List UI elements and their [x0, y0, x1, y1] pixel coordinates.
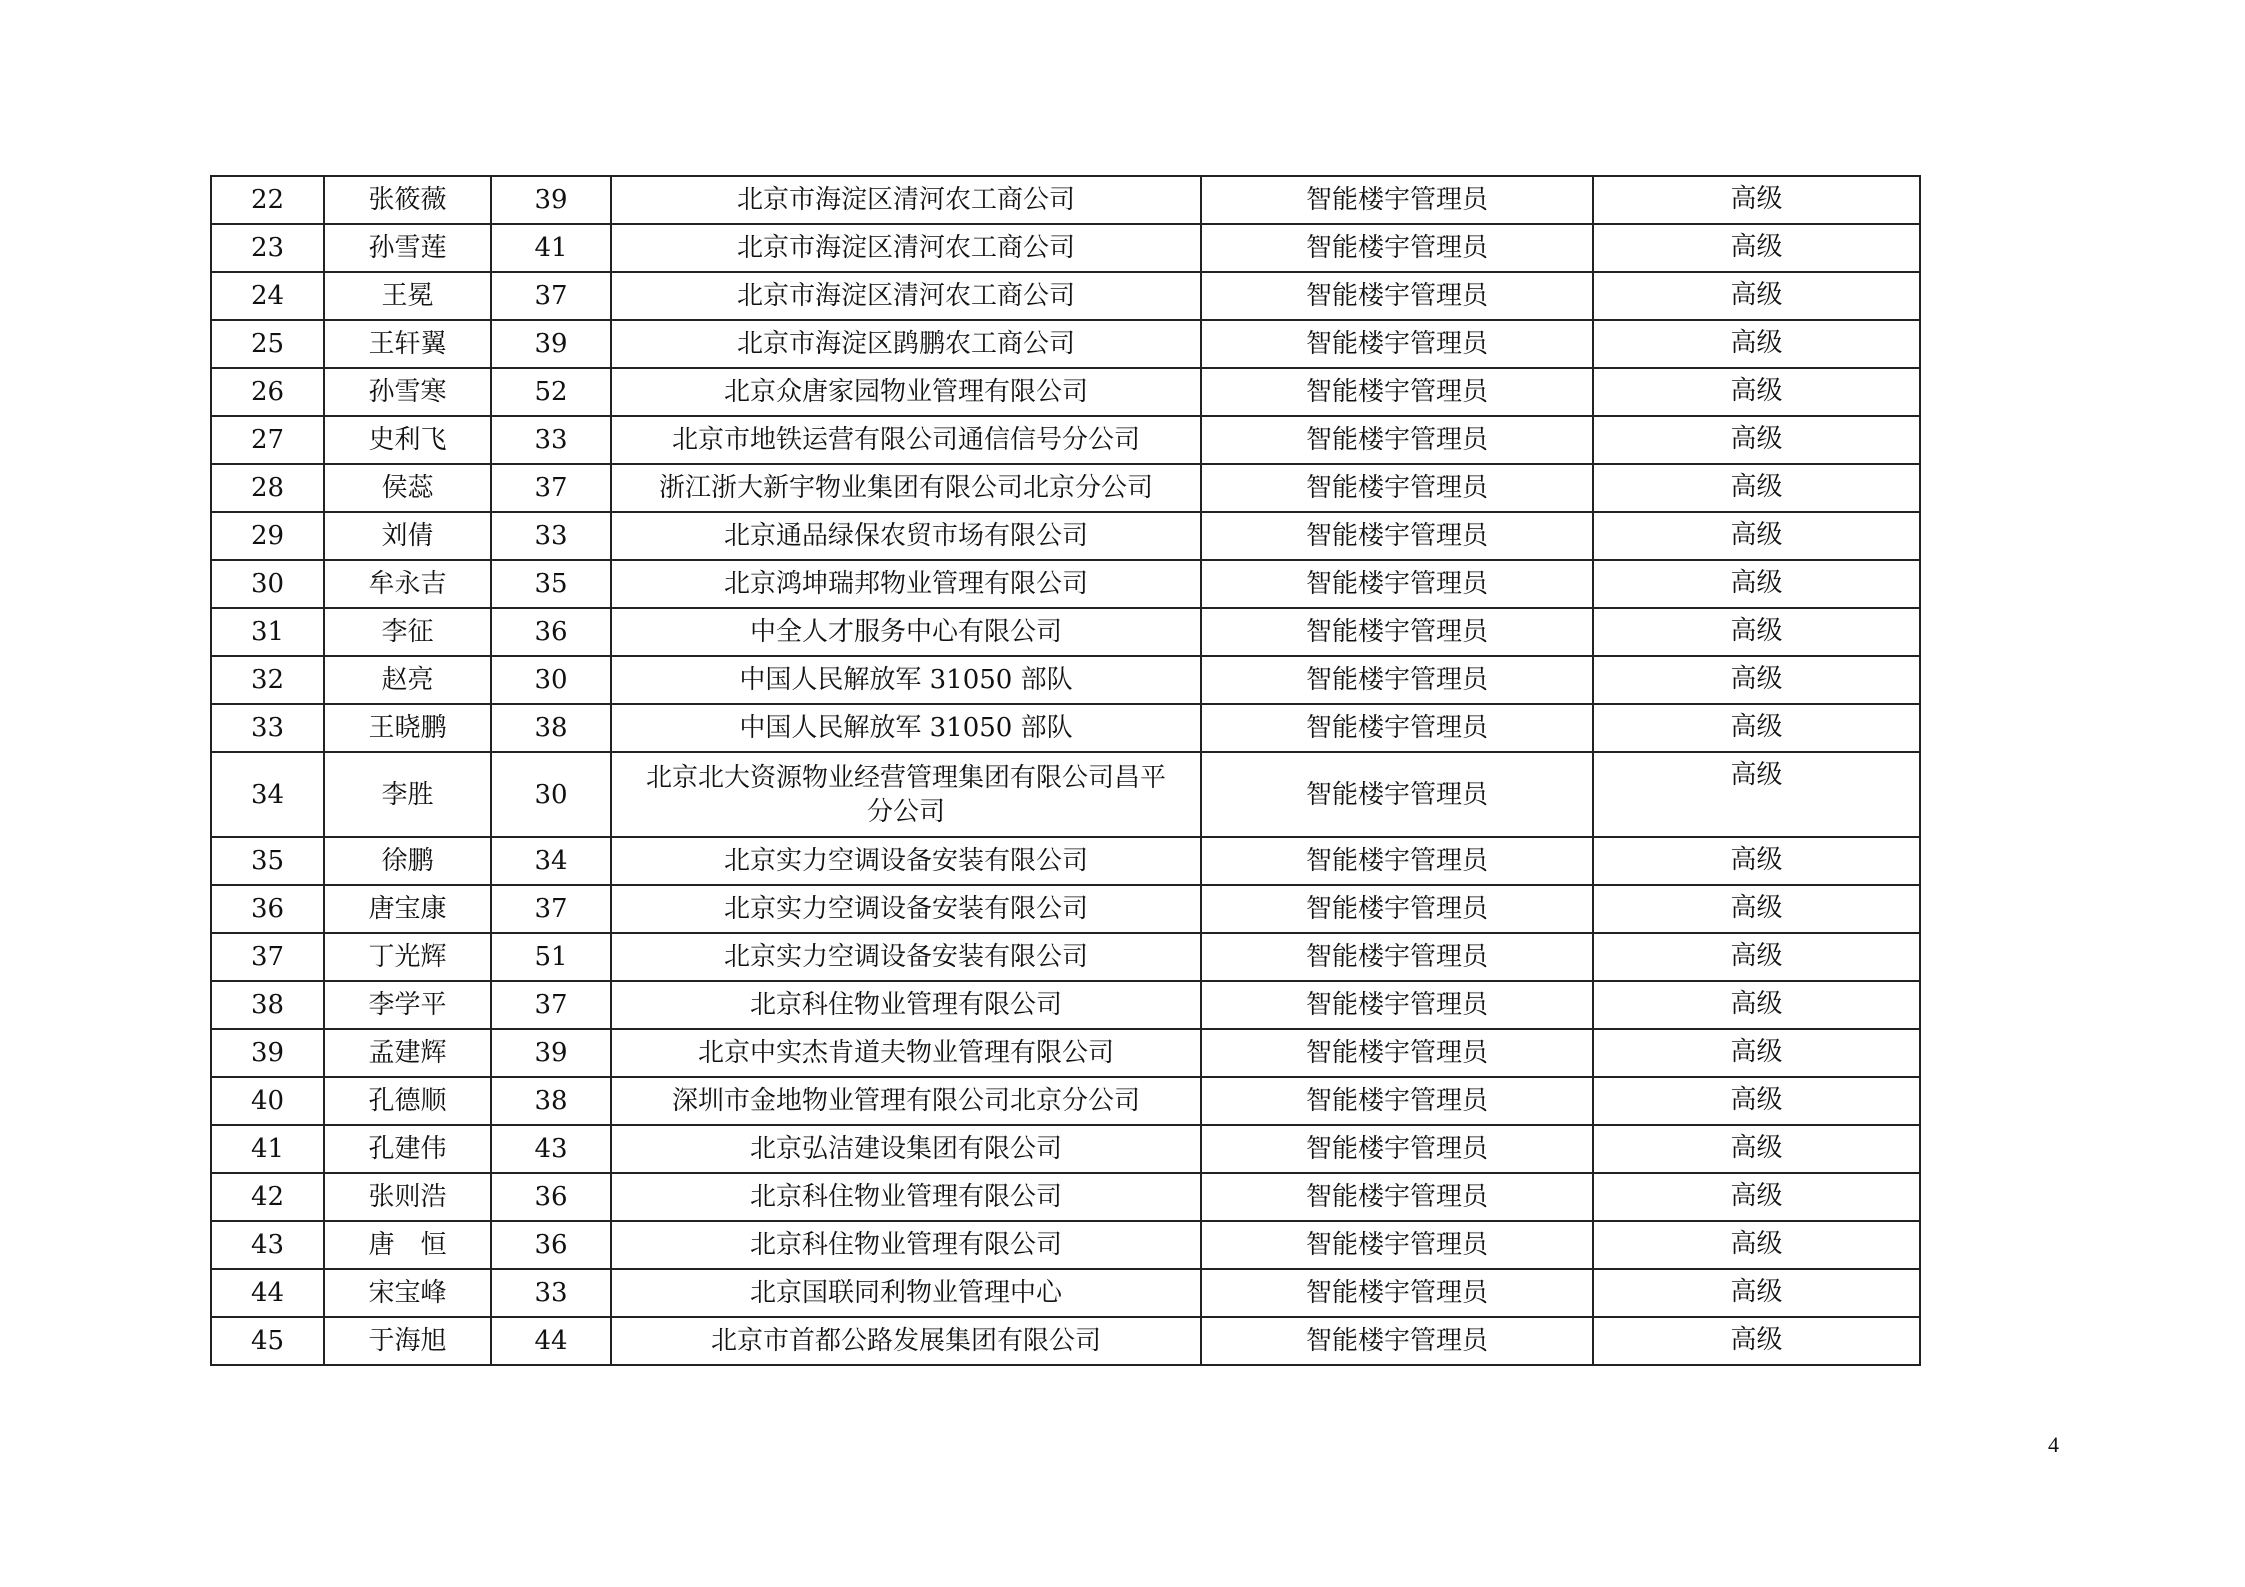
cell-age: 39 — [491, 176, 611, 224]
cell-name: 王冕 — [324, 272, 491, 320]
cell-age: 37 — [491, 464, 611, 512]
cell-level: 高级 — [1593, 1221, 1920, 1269]
cell-number: 34 — [211, 752, 324, 837]
table-row — [211, 1125, 1920, 1173]
cell-name: 赵亮 — [324, 656, 491, 704]
cell-company: 北京鸿坤瑞邦物业管理有限公司 — [611, 560, 1201, 608]
cell-name: 宋宝峰 — [324, 1269, 491, 1317]
cell-number: 28 — [211, 464, 324, 512]
cell-company: 北京市海淀区清河农工商公司 — [611, 224, 1201, 272]
cell-number: 32 — [211, 656, 324, 704]
table-row — [211, 1077, 1920, 1125]
cell-name: 张筱薇 — [324, 176, 491, 224]
cell-age: 35 — [491, 560, 611, 608]
cell-name: 丁光辉 — [324, 933, 491, 981]
cell-number: 22 — [211, 176, 324, 224]
cell-age: 41 — [491, 224, 611, 272]
cell-age: 37 — [491, 272, 611, 320]
cell-number: 27 — [211, 416, 324, 464]
cell-level: 高级 — [1593, 176, 1920, 224]
cell-company: 北京市海淀区清河农工商公司 — [611, 176, 1201, 224]
cell-name: 牟永吉 — [324, 560, 491, 608]
cell-age: 37 — [491, 981, 611, 1029]
cell-company: 中国人民解放军 31050 部队 — [611, 656, 1201, 704]
cell-occupation: 智能楼宇管理员 — [1201, 272, 1593, 320]
cell-level: 高级 — [1593, 752, 1920, 837]
table-row — [211, 704, 1920, 752]
cell-occupation: 智能楼宇管理员 — [1201, 1269, 1593, 1317]
cell-company: 北京众唐家园物业管理有限公司 — [611, 368, 1201, 416]
cell-number: 39 — [211, 1029, 324, 1077]
table-row — [211, 176, 1920, 224]
cell-level: 高级 — [1593, 512, 1920, 560]
cell-number: 40 — [211, 1077, 324, 1125]
table-row — [211, 272, 1920, 320]
table-row — [211, 1317, 1920, 1365]
cell-number: 31 — [211, 608, 324, 656]
cell-name: 于海旭 — [324, 1317, 491, 1365]
cell-occupation: 智能楼宇管理员 — [1201, 176, 1593, 224]
cell-number: 26 — [211, 368, 324, 416]
cell-age: 39 — [491, 1029, 611, 1077]
cell-company: 北京通品绿保农贸市场有限公司 — [611, 512, 1201, 560]
cell-occupation: 智能楼宇管理员 — [1201, 416, 1593, 464]
cell-company: 北京实力空调设备安装有限公司 — [611, 933, 1201, 981]
roster-table — [210, 175, 1921, 1366]
table-row — [211, 560, 1920, 608]
cell-level: 高级 — [1593, 1125, 1920, 1173]
cell-age: 33 — [491, 512, 611, 560]
cell-occupation: 智能楼宇管理员 — [1201, 837, 1593, 885]
cell-level: 高级 — [1593, 416, 1920, 464]
cell-level: 高级 — [1593, 933, 1920, 981]
table-row — [211, 416, 1920, 464]
cell-age: 36 — [491, 1221, 611, 1269]
cell-level: 高级 — [1593, 1077, 1920, 1125]
cell-name: 李征 — [324, 608, 491, 656]
cell-level: 高级 — [1593, 608, 1920, 656]
cell-occupation: 智能楼宇管理员 — [1201, 320, 1593, 368]
cell-company: 北京弘洁建设集团有限公司 — [611, 1125, 1201, 1173]
cell-company: 北京北大资源物业经营管理集团有限公司昌平分公司 — [611, 752, 1201, 837]
cell-occupation: 智能楼宇管理员 — [1201, 368, 1593, 416]
cell-name: 史利飞 — [324, 416, 491, 464]
cell-level: 高级 — [1593, 1173, 1920, 1221]
cell-company: 深圳市金地物业管理有限公司北京分公司 — [611, 1077, 1201, 1125]
cell-level: 高级 — [1593, 1029, 1920, 1077]
cell-name: 孙雪莲 — [324, 224, 491, 272]
cell-occupation: 智能楼宇管理员 — [1201, 560, 1593, 608]
cell-occupation: 智能楼宇管理员 — [1201, 885, 1593, 933]
cell-name: 张则浩 — [324, 1173, 491, 1221]
cell-level: 高级 — [1593, 704, 1920, 752]
cell-name: 刘倩 — [324, 512, 491, 560]
cell-occupation: 智能楼宇管理员 — [1201, 608, 1593, 656]
cell-occupation: 智能楼宇管理员 — [1201, 1173, 1593, 1221]
cell-number: 37 — [211, 933, 324, 981]
cell-number: 45 — [211, 1317, 324, 1365]
cell-age: 52 — [491, 368, 611, 416]
table-row — [211, 1269, 1920, 1317]
table-row — [211, 656, 1920, 704]
cell-occupation: 智能楼宇管理员 — [1201, 1029, 1593, 1077]
cell-company: 北京实力空调设备安装有限公司 — [611, 885, 1201, 933]
cell-name: 王轩翼 — [324, 320, 491, 368]
cell-level: 高级 — [1593, 656, 1920, 704]
cell-name: 李胜 — [324, 752, 491, 837]
table-row — [211, 368, 1920, 416]
cell-name: 孙雪寒 — [324, 368, 491, 416]
cell-occupation: 智能楼宇管理员 — [1201, 981, 1593, 1029]
cell-level: 高级 — [1593, 224, 1920, 272]
table-row — [211, 885, 1920, 933]
cell-age: 30 — [491, 656, 611, 704]
cell-age: 38 — [491, 704, 611, 752]
cell-level: 高级 — [1593, 368, 1920, 416]
cell-name: 李学平 — [324, 981, 491, 1029]
cell-number: 29 — [211, 512, 324, 560]
cell-company: 北京实力空调设备安装有限公司 — [611, 837, 1201, 885]
cell-company: 中全人才服务中心有限公司 — [611, 608, 1201, 656]
cell-company: 北京中实杰肯道夫物业管理有限公司 — [611, 1029, 1201, 1077]
cell-occupation: 智能楼宇管理员 — [1201, 933, 1593, 981]
cell-name: 孔德顺 — [324, 1077, 491, 1125]
table-row — [211, 981, 1920, 1029]
cell-occupation: 智能楼宇管理员 — [1201, 1077, 1593, 1125]
cell-name: 孟建辉 — [324, 1029, 491, 1077]
cell-number: 25 — [211, 320, 324, 368]
cell-name: 孔建伟 — [324, 1125, 491, 1173]
cell-level: 高级 — [1593, 1269, 1920, 1317]
cell-age: 37 — [491, 885, 611, 933]
roster-body — [211, 176, 1920, 1365]
cell-age: 30 — [491, 752, 611, 837]
cell-level: 高级 — [1593, 885, 1920, 933]
cell-occupation: 智能楼宇管理员 — [1201, 512, 1593, 560]
cell-occupation: 智能楼宇管理员 — [1201, 656, 1593, 704]
cell-number: 41 — [211, 1125, 324, 1173]
cell-level: 高级 — [1593, 981, 1920, 1029]
table-row — [211, 608, 1920, 656]
cell-occupation: 智能楼宇管理员 — [1201, 752, 1593, 837]
cell-age: 36 — [491, 1173, 611, 1221]
cell-number: 23 — [211, 224, 324, 272]
cell-company: 中国人民解放军 31050 部队 — [611, 704, 1201, 752]
cell-occupation: 智能楼宇管理员 — [1201, 704, 1593, 752]
cell-level: 高级 — [1593, 272, 1920, 320]
cell-company: 北京科住物业管理有限公司 — [611, 1221, 1201, 1269]
cell-number: 33 — [211, 704, 324, 752]
cell-occupation: 智能楼宇管理员 — [1201, 1125, 1593, 1173]
cell-level: 高级 — [1593, 837, 1920, 885]
cell-company: 北京国联同利物业管理中心 — [611, 1269, 1201, 1317]
table-row — [211, 1029, 1920, 1077]
cell-occupation: 智能楼宇管理员 — [1201, 1221, 1593, 1269]
cell-level: 高级 — [1593, 320, 1920, 368]
cell-age: 51 — [491, 933, 611, 981]
cell-number: 36 — [211, 885, 324, 933]
table-row — [211, 464, 1920, 512]
table-row — [211, 1221, 1920, 1269]
cell-company: 北京科住物业管理有限公司 — [611, 1173, 1201, 1221]
cell-age: 33 — [491, 1269, 611, 1317]
cell-number: 38 — [211, 981, 324, 1029]
cell-name: 侯蕊 — [324, 464, 491, 512]
cell-company: 北京市首都公路发展集团有限公司 — [611, 1317, 1201, 1365]
table-row — [211, 752, 1920, 837]
table-row — [211, 320, 1920, 368]
cell-occupation: 智能楼宇管理员 — [1201, 464, 1593, 512]
cell-age: 33 — [491, 416, 611, 464]
cell-name: 唐 恒 — [324, 1221, 491, 1269]
page-number: 4 — [2048, 1432, 2059, 1457]
cell-company: 北京市海淀区鹍鹏农工商公司 — [611, 320, 1201, 368]
cell-number: 43 — [211, 1221, 324, 1269]
cell-name: 徐鹏 — [324, 837, 491, 885]
cell-company: 北京市地铁运营有限公司通信信号分公司 — [611, 416, 1201, 464]
cell-occupation: 智能楼宇管理员 — [1201, 1317, 1593, 1365]
cell-name: 唐宝康 — [324, 885, 491, 933]
cell-company: 北京市海淀区清河农工商公司 — [611, 272, 1201, 320]
cell-company: 北京科住物业管理有限公司 — [611, 981, 1201, 1029]
cell-level: 高级 — [1593, 464, 1920, 512]
cell-age: 34 — [491, 837, 611, 885]
cell-number: 35 — [211, 837, 324, 885]
cell-name: 王晓鹏 — [324, 704, 491, 752]
table-row — [211, 224, 1920, 272]
table-row — [211, 933, 1920, 981]
table-row — [211, 837, 1920, 885]
cell-age: 39 — [491, 320, 611, 368]
cell-age: 44 — [491, 1317, 611, 1365]
cell-level: 高级 — [1593, 1317, 1920, 1365]
cell-age: 38 — [491, 1077, 611, 1125]
cell-age: 36 — [491, 608, 611, 656]
table-row — [211, 1173, 1920, 1221]
cell-number: 30 — [211, 560, 324, 608]
cell-number: 42 — [211, 1173, 324, 1221]
cell-number: 44 — [211, 1269, 324, 1317]
table-row — [211, 512, 1920, 560]
cell-age: 43 — [491, 1125, 611, 1173]
cell-level: 高级 — [1593, 560, 1920, 608]
cell-company: 浙江浙大新宇物业集团有限公司北京分公司 — [611, 464, 1201, 512]
cell-occupation: 智能楼宇管理员 — [1201, 224, 1593, 272]
cell-number: 24 — [211, 272, 324, 320]
